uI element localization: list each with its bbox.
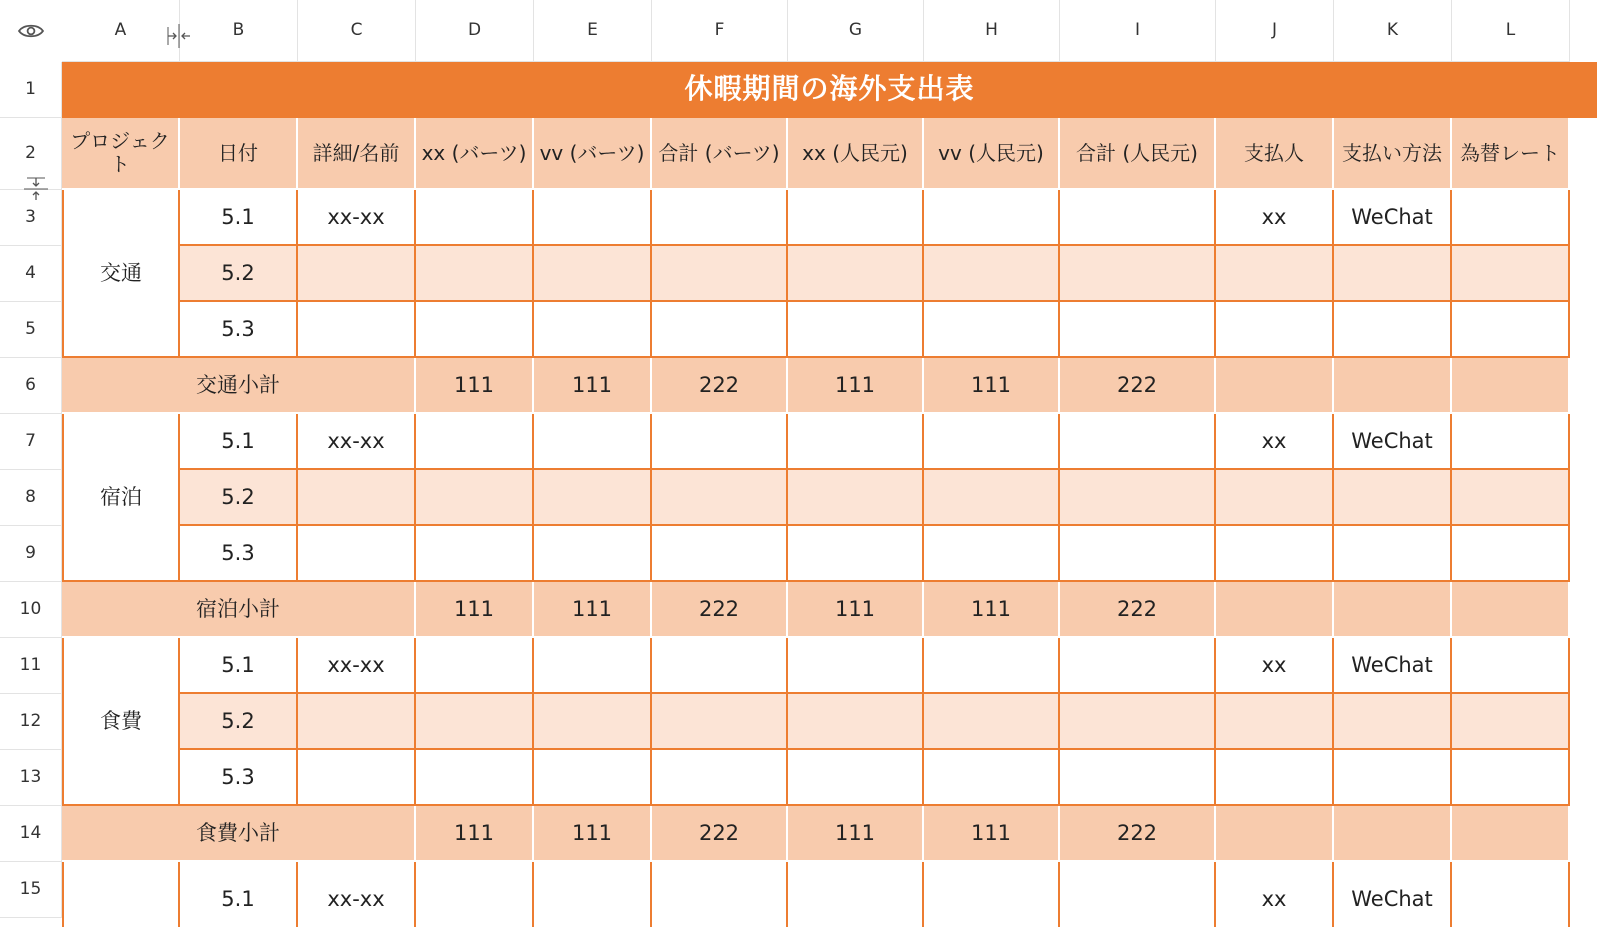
column-header-e[interactable]: E: [534, 0, 652, 62]
table-cell[interactable]: [924, 414, 1060, 470]
subtotal-value-cell[interactable]: 111: [416, 358, 534, 414]
row-header-8[interactable]: 8: [0, 470, 62, 526]
category-cell[interactable]: 食費: [62, 638, 180, 806]
column-header-j[interactable]: J: [1216, 0, 1334, 62]
table-cell[interactable]: [788, 246, 924, 302]
payer-cell[interactable]: xx: [1216, 414, 1334, 470]
subtotal-value-cell[interactable]: 111: [788, 358, 924, 414]
subtotal-value-cell[interactable]: 222: [652, 806, 788, 862]
row-header-6[interactable]: 6: [0, 358, 62, 414]
subtotal-empty-cell[interactable]: [1216, 358, 1334, 414]
payment-method-cell[interactable]: [1334, 246, 1452, 302]
date-cell[interactable]: 5.3: [180, 526, 298, 582]
table-cell[interactable]: [416, 470, 534, 526]
payment-method-cell[interactable]: WeChat: [1334, 190, 1452, 246]
date-cell[interactable]: 5.3: [180, 750, 298, 806]
table-cell[interactable]: [788, 526, 924, 582]
table-cell[interactable]: [534, 694, 652, 750]
date-cell[interactable]: 5.2: [180, 246, 298, 302]
table-cell[interactable]: [924, 862, 1060, 927]
table-cell[interactable]: [534, 470, 652, 526]
payer-cell[interactable]: xx: [1216, 862, 1334, 927]
column-header-f[interactable]: F: [652, 0, 788, 62]
payer-cell[interactable]: [1216, 750, 1334, 806]
row-header-7[interactable]: 7: [0, 414, 62, 470]
subtotal-empty-cell[interactable]: [1216, 806, 1334, 862]
subtotal-value-cell[interactable]: 222: [1060, 582, 1216, 638]
subtotal-value-cell[interactable]: 111: [924, 358, 1060, 414]
subtotal-empty-cell[interactable]: [1334, 806, 1452, 862]
table-header-cell[interactable]: 合計 (バーツ): [652, 118, 788, 190]
table-cell[interactable]: [534, 302, 652, 358]
row-header-3[interactable]: 3: [0, 190, 62, 246]
table-cell[interactable]: [534, 862, 652, 927]
row-header-9[interactable]: 9: [0, 526, 62, 582]
row-header-10[interactable]: 10: [0, 582, 62, 638]
table-cell[interactable]: [1060, 190, 1216, 246]
detail-cell[interactable]: [298, 750, 416, 806]
date-cell[interactable]: 5.2: [180, 470, 298, 526]
detail-cell[interactable]: [298, 470, 416, 526]
table-cell[interactable]: [652, 414, 788, 470]
row-header-2[interactable]: 2: [0, 118, 62, 190]
payer-cell[interactable]: [1216, 246, 1334, 302]
payment-method-cell[interactable]: WeChat: [1334, 862, 1452, 927]
table-cell[interactable]: [788, 750, 924, 806]
table-cell[interactable]: [416, 694, 534, 750]
table-cell[interactable]: [1060, 638, 1216, 694]
select-all-corner[interactable]: [0, 0, 63, 63]
subtotal-label[interactable]: 交通小計: [62, 358, 416, 414]
table-cell[interactable]: [652, 862, 788, 927]
table-cell[interactable]: [1060, 302, 1216, 358]
table-cell[interactable]: [1060, 694, 1216, 750]
table-cell[interactable]: [924, 638, 1060, 694]
payer-cell[interactable]: [1216, 302, 1334, 358]
table-cell[interactable]: [788, 414, 924, 470]
table-cell[interactable]: [1060, 750, 1216, 806]
table-cell[interactable]: [1452, 246, 1570, 302]
detail-cell[interactable]: xx-xx: [298, 638, 416, 694]
table-cell[interactable]: [534, 750, 652, 806]
table-cell[interactable]: [788, 302, 924, 358]
payer-cell[interactable]: [1216, 526, 1334, 582]
subtotal-empty-cell[interactable]: [1452, 358, 1570, 414]
category-cell[interactable]: [62, 862, 180, 927]
table-cell[interactable]: [652, 190, 788, 246]
subtotal-empty-cell[interactable]: [1334, 582, 1452, 638]
column-header-k[interactable]: K: [1334, 0, 1452, 62]
subtotal-value-cell[interactable]: 222: [1060, 358, 1216, 414]
table-cell[interactable]: [652, 694, 788, 750]
table-cell[interactable]: [652, 246, 788, 302]
payer-cell[interactable]: [1216, 470, 1334, 526]
row-header-12[interactable]: 12: [0, 694, 62, 750]
sheet-title[interactable]: 休暇期間の海外支出表: [62, 62, 1597, 118]
table-cell[interactable]: [1060, 246, 1216, 302]
table-cell[interactable]: [924, 694, 1060, 750]
table-cell[interactable]: [416, 246, 534, 302]
subtotal-value-cell[interactable]: 111: [788, 806, 924, 862]
table-cell[interactable]: [652, 302, 788, 358]
payer-cell[interactable]: xx: [1216, 638, 1334, 694]
payer-cell[interactable]: [1216, 694, 1334, 750]
table-cell[interactable]: [1060, 470, 1216, 526]
eye-icon[interactable]: [18, 23, 44, 39]
table-cell[interactable]: [416, 862, 534, 927]
table-header-cell[interactable]: 支払い方法: [1334, 118, 1452, 190]
date-cell[interactable]: 5.1: [180, 862, 298, 927]
table-cell[interactable]: [652, 638, 788, 694]
table-header-cell[interactable]: 為替レート: [1452, 118, 1570, 190]
column-header-h[interactable]: H: [924, 0, 1060, 62]
date-cell[interactable]: 5.1: [180, 190, 298, 246]
table-cell[interactable]: [534, 190, 652, 246]
table-cell[interactable]: [1452, 638, 1570, 694]
table-header-cell[interactable]: 合計 (人民元): [1060, 118, 1216, 190]
subtotal-value-cell[interactable]: 222: [652, 358, 788, 414]
category-cell[interactable]: 宿泊: [62, 414, 180, 582]
row-header-4[interactable]: 4: [0, 246, 62, 302]
subtotal-value-cell[interactable]: 111: [534, 806, 652, 862]
payment-method-cell[interactable]: WeChat: [1334, 638, 1452, 694]
table-cell[interactable]: [788, 862, 924, 927]
table-cell[interactable]: [1452, 526, 1570, 582]
payment-method-cell[interactable]: [1334, 526, 1452, 582]
table-cell[interactable]: [416, 414, 534, 470]
column-header-c[interactable]: C: [298, 0, 416, 62]
table-header-cell[interactable]: vv (人民元): [924, 118, 1060, 190]
subtotal-empty-cell[interactable]: [1452, 806, 1570, 862]
subtotal-value-cell[interactable]: 111: [416, 582, 534, 638]
table-cell[interactable]: [924, 246, 1060, 302]
detail-cell[interactable]: [298, 694, 416, 750]
subtotal-value-cell[interactable]: 111: [534, 358, 652, 414]
table-cell[interactable]: [652, 750, 788, 806]
payment-method-cell[interactable]: WeChat: [1334, 414, 1452, 470]
subtotal-empty-cell[interactable]: [1452, 582, 1570, 638]
table-cell[interactable]: [416, 638, 534, 694]
row-header-13[interactable]: 13: [0, 750, 62, 806]
payment-method-cell[interactable]: [1334, 750, 1452, 806]
table-cell[interactable]: [416, 302, 534, 358]
column-header-d[interactable]: D: [416, 0, 534, 62]
table-cell[interactable]: [924, 470, 1060, 526]
table-cell[interactable]: [924, 302, 1060, 358]
table-cell[interactable]: [1452, 470, 1570, 526]
row-header-1[interactable]: 1: [0, 62, 62, 118]
row-header-5[interactable]: 5: [0, 302, 62, 358]
table-cell[interactable]: [416, 750, 534, 806]
date-cell[interactable]: 5.3: [180, 302, 298, 358]
subtotal-value-cell[interactable]: 222: [1060, 806, 1216, 862]
detail-cell[interactable]: [298, 246, 416, 302]
subtotal-value-cell[interactable]: 222: [652, 582, 788, 638]
table-cell[interactable]: [1060, 526, 1216, 582]
table-header-cell[interactable]: vv (バーツ): [534, 118, 652, 190]
date-cell[interactable]: 5.2: [180, 694, 298, 750]
column-header-b[interactable]: B: [180, 0, 298, 62]
column-resize-handle-icon[interactable]: [166, 24, 192, 48]
payment-method-cell[interactable]: [1334, 694, 1452, 750]
table-cell[interactable]: [534, 414, 652, 470]
column-header-g[interactable]: G: [788, 0, 924, 62]
row-header-14[interactable]: 14: [0, 806, 62, 862]
column-header-l[interactable]: L: [1452, 0, 1570, 62]
subtotal-empty-cell[interactable]: [1216, 582, 1334, 638]
column-header-i[interactable]: I: [1060, 0, 1216, 62]
table-cell[interactable]: [534, 638, 652, 694]
table-cell[interactable]: [1452, 302, 1570, 358]
date-cell[interactable]: 5.1: [180, 638, 298, 694]
subtotal-value-cell[interactable]: 111: [416, 806, 534, 862]
table-cell[interactable]: [1060, 414, 1216, 470]
table-header-cell[interactable]: 支払人: [1216, 118, 1334, 190]
table-cell[interactable]: [788, 470, 924, 526]
row-header-15[interactable]: 15: [0, 862, 62, 918]
table-header-cell[interactable]: 詳細/名前: [298, 118, 416, 190]
detail-cell[interactable]: [298, 302, 416, 358]
table-header-cell[interactable]: xx (人民元): [788, 118, 924, 190]
payment-method-cell[interactable]: [1334, 302, 1452, 358]
table-cell[interactable]: [1452, 190, 1570, 246]
row-resize-handle-icon[interactable]: [24, 176, 48, 202]
subtotal-value-cell[interactable]: 111: [534, 582, 652, 638]
table-header-cell[interactable]: プロジェクト: [62, 118, 180, 190]
table-cell[interactable]: [788, 694, 924, 750]
table-cell[interactable]: [1452, 694, 1570, 750]
table-cell[interactable]: [788, 190, 924, 246]
detail-cell[interactable]: xx-xx: [298, 414, 416, 470]
table-header-cell[interactable]: 日付: [180, 118, 298, 190]
table-cell[interactable]: [652, 526, 788, 582]
table-cell[interactable]: [924, 190, 1060, 246]
table-cell[interactable]: [534, 526, 652, 582]
subtotal-label[interactable]: 食費小計: [62, 806, 416, 862]
table-cell[interactable]: [924, 750, 1060, 806]
subtotal-value-cell[interactable]: 111: [788, 582, 924, 638]
row-header-11[interactable]: 11: [0, 638, 62, 694]
table-cell[interactable]: [788, 638, 924, 694]
table-cell[interactable]: [1452, 750, 1570, 806]
detail-cell[interactable]: xx-xx: [298, 190, 416, 246]
category-cell[interactable]: 交通: [62, 190, 180, 358]
table-cell[interactable]: [416, 526, 534, 582]
table-cell[interactable]: [652, 470, 788, 526]
subtotal-label[interactable]: 宿泊小計: [62, 582, 416, 638]
table-cell[interactable]: [1452, 414, 1570, 470]
table-cell[interactable]: [1452, 862, 1570, 927]
payment-method-cell[interactable]: [1334, 470, 1452, 526]
table-cell[interactable]: [924, 526, 1060, 582]
column-header-a[interactable]: A: [62, 0, 180, 62]
table-cell[interactable]: [534, 246, 652, 302]
table-cell[interactable]: [1060, 862, 1216, 927]
date-cell[interactable]: 5.1: [180, 414, 298, 470]
detail-cell[interactable]: [298, 526, 416, 582]
subtotal-value-cell[interactable]: 111: [924, 582, 1060, 638]
detail-cell[interactable]: xx-xx: [298, 862, 416, 927]
subtotal-value-cell[interactable]: 111: [924, 806, 1060, 862]
payer-cell[interactable]: xx: [1216, 190, 1334, 246]
subtotal-empty-cell[interactable]: [1334, 358, 1452, 414]
table-header-cell[interactable]: xx (バーツ): [416, 118, 534, 190]
table-cell[interactable]: [416, 190, 534, 246]
